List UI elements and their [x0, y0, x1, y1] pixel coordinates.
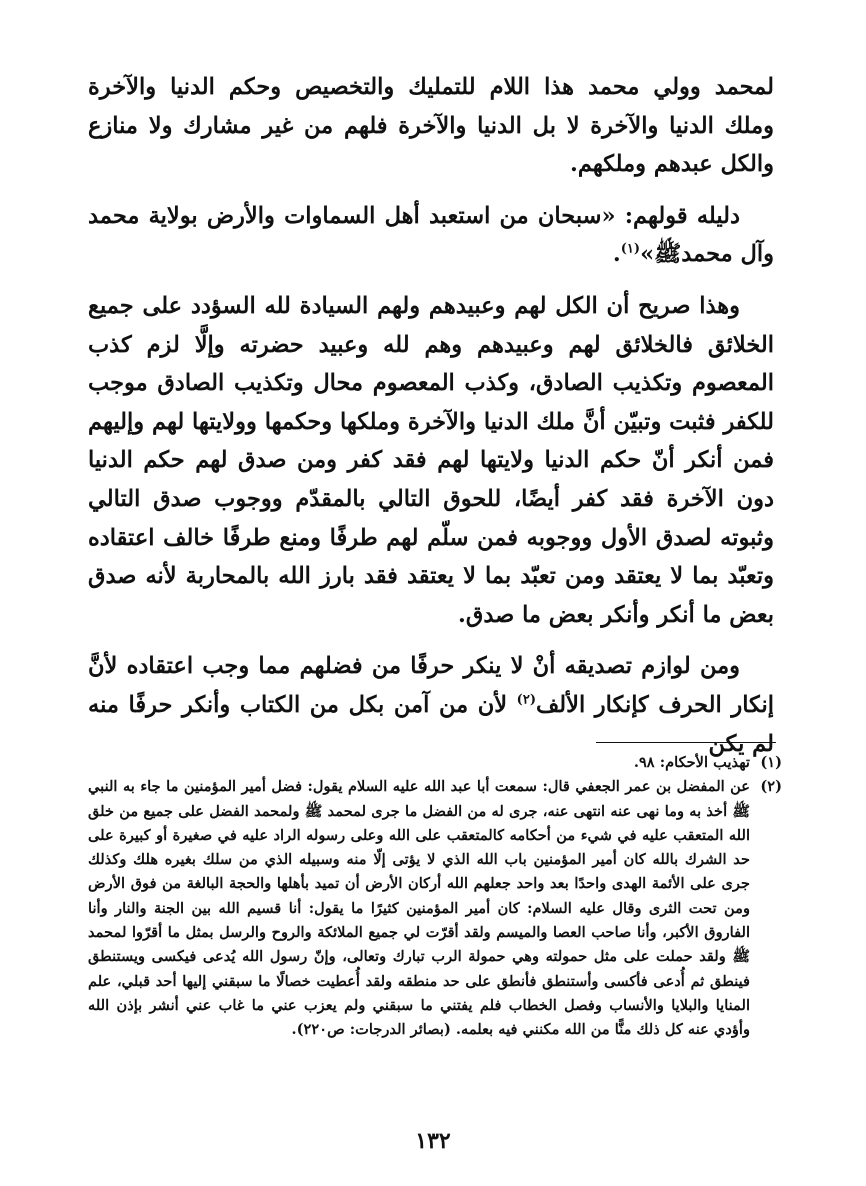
paragraph-1: لمحمد وولي محمد هذا اللام للتمليك والتخصيص وحكم الدنيا والآخرة وملك الدنيا والآخرة لا بل الدنيا والآخرة فلهم من غير مشارك ولا منازع والكل عبدهم وملكهم.	[88, 74, 774, 178]
paragraph-3	[88, 647, 774, 763]
footnote-ref-1[interactable]: (١)	[620, 241, 641, 257]
footnote-1-number: (١)	[760, 754, 782, 771]
footnote-ref-2[interactable]: (٢)	[516, 692, 536, 708]
main-text	[88, 68, 774, 776]
footnote-1	[88, 751, 782, 775]
citation-text: دليله قولهم: «سبحان من استعبد أهل السماوات والأرض بولاية محمد وآل محمدﷺ»	[88, 202, 774, 268]
footnote-2	[88, 775, 782, 1042]
citation-end: .	[612, 241, 621, 268]
footnote-1-text: تهذيب الأحكام: ٩٨.	[633, 754, 750, 771]
paragraph-3-before: ومن لوازم تصديقه أنْ لا ينكر حرفًا من فضلهم مما وجب اعتقاده لأنَّ إنكار الحرف كإنكار الألف	[88, 653, 774, 718]
page-number: ١٣٢	[415, 1128, 451, 1154]
paragraph-3-after: لأن من آمن بكل من الكتاب وأنكر حرفًا منه لم يكن	[88, 691, 774, 757]
footnotes	[88, 751, 782, 1043]
paragraph-citation	[88, 197, 774, 274]
footnote-2-text: عن المفضل بن عمر الجعفي قال: سمعت أبا عبد الله عليه السلام يقول: فضل أمير المؤمنين ما جاء به النبي ﷺ أخذ به وما نهى عنه انتهى عنه، جرى له من الفضل ما جرى لمحمد ﷺ ولمحمد الفضل على جميع من خلق الله المتعقب عليه في شيء من أحكامه كالمتعقب على الله وعلى رسوله الراد عليه في صغيرة أو كبيرة على حد الشرك بالله كان أمير المؤمنين باب الله الذي لا يؤتى إلّا منه وسبيله الذي من سلك بغيره هلك وكذلك جرى على الأئمة الهدى واحدًا بعد واحد جعلهم الله أركان الأرض أن تميد بأهلها والحجة البالغة من فوق الأرض ومن تحت الثرى وقال عليه السلام: كان أمير المؤمنين كثيرًا ما يقول: أنا قسيم الله بين الجنة والنار وأنا الفاروق الأكبر، وأنا صاحب العصا والميسم ولقد أقرّت لي جميع الملائكة والروح والرسل بمثل ما أقرّوا لمحمد ﷺ ولقد حملت على مثل حمولته وهي حمولة الرب تبارك وتعالى، وإنّ رسول الله يُدعى فيكسى ويستنطق فينطق ثم أُدعى فأكسى وأستنطق فأنطق على حد منطقه ولقد أُعطيت خصالًا ما سبقني إليها أحد قبلي، علم المنايا والبلايا والأنساب وفصل الخطاب فلم يفتني ما سبقني ولم يعزب عني ما غاب عني أنشر بإذن الله وأؤدي عنه كل ذلك منًّا من الله مكنني فيه بعلمه. (بصائر الدرجات: ص٢٢٠).	[88, 778, 750, 1039]
footnote-2-number: (٢)	[760, 778, 782, 796]
footnote-separator	[596, 742, 776, 743]
paragraph-2: وهذا صريح أن الكل لهم وعبيدهم ولهم السيادة لله السؤدد على جميع الخلائق فالخلائق لهم وعبيدهم وهم لله وعبيد حضرته وإلَّا لزم كذب المعصوم وتكذيب الصادق، وكذب المعصوم محال وتكذيب الصادق موجب للكفر فثبت وتبيّن أنَّ ملك الدنيا والآخرة وملكها وحكمها وولايتها لهم وإليهم فمن أنكر أنّ حكم الدنيا ولايتها لهم فقد كفر ومن صدق لهم حكم الدنيا دون الآخرة فقد كفر أيضًا، للحوق التالي بالمقدّم ووجوب صدق التالي وثبوته لصدق الأول ووجوبه فمن سلّم لهم طرفًا ومنع طرفًا خالف اعتقاده وتعبّد بما لا يعتقد ومن تعبّد بما لا يعتقد فقد بارز الله بالمحاربة لأنه صدق بعض ما أنكر وأنكر بعض ما صدق.	[88, 292, 774, 628]
